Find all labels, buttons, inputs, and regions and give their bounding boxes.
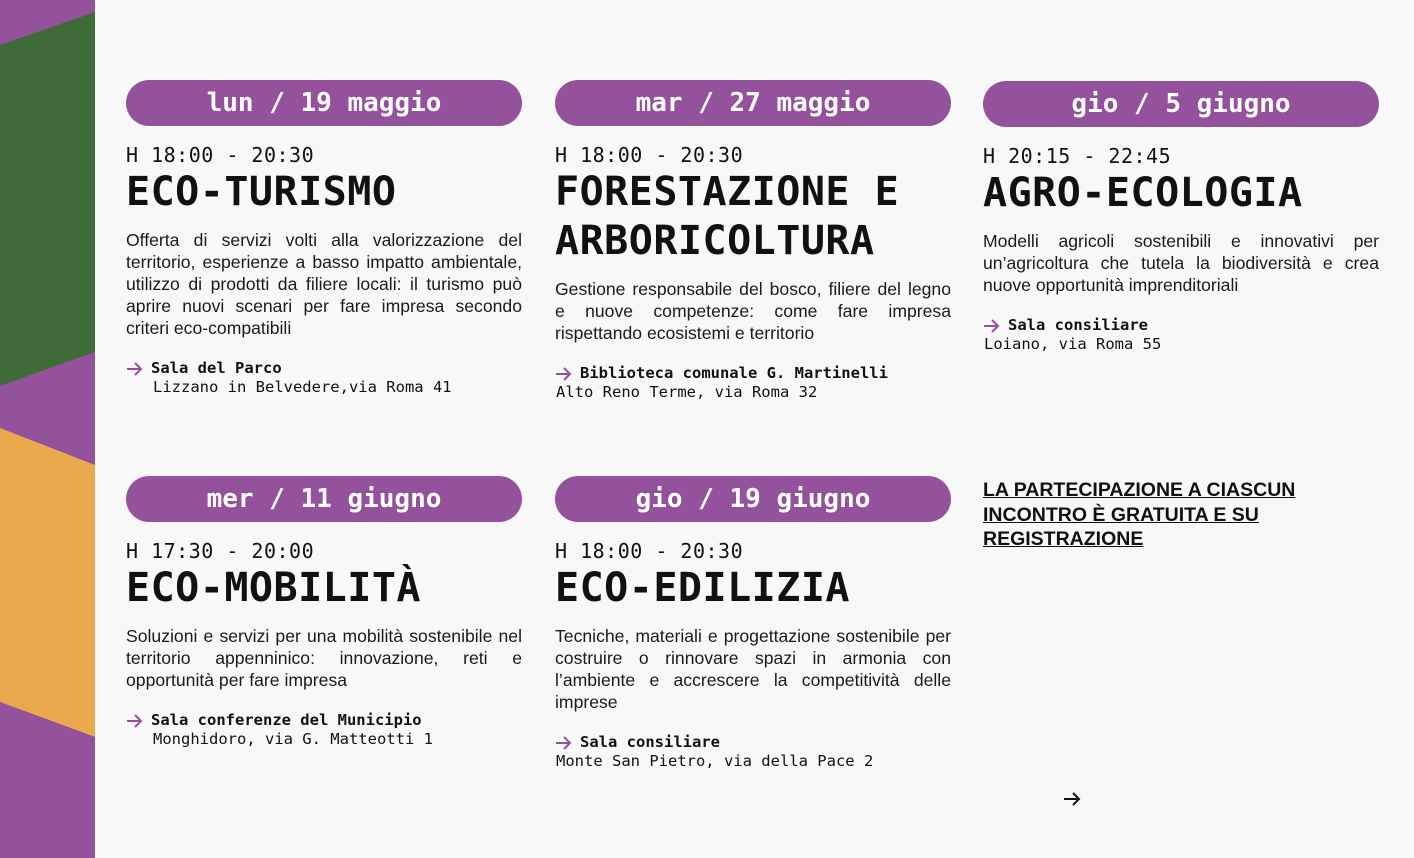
event-card-eco-edilizia	[555, 476, 951, 771]
arrow-right-icon	[555, 733, 572, 752]
event-description: Modelli agricoli sostenibili e innovativi per un’agricoltura che tutela la biodiversità e crea nuove opportunità imprenditoriali	[983, 231, 1379, 295]
event-title: FORESTAZIONE E ARBORICOLTURA	[555, 169, 900, 264]
event-title: ECO-EDILIZIA	[555, 565, 850, 611]
event-description: Soluzioni e servizi per una mobilità sostenibile nel territorio appenninico: innovazione, reti e opportunità per fare impresa	[126, 626, 522, 690]
venue-address: Lizzano in Belvedere,via Roma 41	[153, 378, 452, 396]
event-hours: H 17:30 - 20:00	[126, 539, 315, 563]
event-date-pill: gio / 19 giugno	[555, 476, 951, 522]
event-date-pill: gio / 5 giugno	[983, 81, 1379, 127]
event-card-agro-ecologia	[983, 81, 1379, 354]
venue-address: Loiano, via Roma 55	[984, 335, 1162, 353]
event-date-pill: mer / 11 giugno	[126, 476, 522, 522]
event-venue	[126, 711, 522, 749]
event-title: AGRO-ECOLOGIA	[983, 170, 1303, 216]
event-card-eco-turismo	[126, 80, 522, 397]
arrow-right-icon	[126, 711, 143, 730]
event-description: Gestione responsabile del bosco, filiere del legno e nuove competenze: come fare impresa rispettando ecosistemi e territorio	[555, 279, 951, 343]
venue-address: Alto Reno Terme, via Roma 32	[556, 383, 818, 401]
event-hours: H 18:00 - 20:30	[555, 539, 744, 563]
decorative-side-band	[0, 0, 95, 858]
arrow-right-icon	[983, 316, 1000, 335]
venue-address: Monte San Pietro, via della Pace 2	[556, 752, 874, 770]
event-hours: H 18:00 - 20:30	[126, 143, 315, 167]
event-venue	[555, 733, 951, 771]
arrow-right-icon	[555, 364, 572, 383]
event-title: ECO-MOBILITÀ	[126, 565, 421, 611]
event-hours: H 20:15 - 22:45	[983, 144, 1172, 168]
event-date-pill: mar / 27 maggio	[555, 80, 951, 126]
event-card-eco-mobilita	[126, 476, 522, 749]
event-date-pill: lun / 19 maggio	[126, 80, 522, 126]
event-venue	[983, 316, 1379, 354]
event-venue	[555, 364, 951, 402]
venue-name: Sala consiliare	[1008, 316, 1148, 334]
venue-name: Sala del Parco	[151, 359, 282, 377]
venue-name: Biblioteca comunale G. Martinelli	[580, 364, 888, 382]
event-description: Offerta di servizi volti alla valorizzazione del territorio, esperienze a basso impatto ambientale, utilizzo di prodotti da filiere locali: il turismo può aprire nuovi scenari per fare impresa secondo criteri eco-compatibili	[126, 230, 522, 338]
venue-address: Monghidoro, via G. Matteotti 1	[153, 730, 433, 748]
event-venue	[126, 359, 522, 397]
event-hours: H 18:00 - 20:30	[555, 143, 744, 167]
registration-notice-link[interactable]: LA PARTECIPAZIONE A CIASCUN INCONTRO È GRATUITA E SU REGISTRAZIONE	[983, 479, 1296, 550]
event-title: ECO-TURISMO	[126, 169, 397, 215]
venue-name: Sala conferenze del Municipio	[151, 711, 422, 729]
event-description: Tecniche, materiali e progettazione sostenibile per costruire o rinnovare spazi in armonia con l’ambiente e accrescere la competitività delle imprese	[555, 626, 951, 712]
event-card-forestazione	[555, 80, 951, 402]
venue-name: Sala consiliare	[580, 733, 720, 751]
arrow-right-icon	[126, 359, 143, 378]
next-arrow-icon[interactable]	[1062, 790, 1082, 808]
